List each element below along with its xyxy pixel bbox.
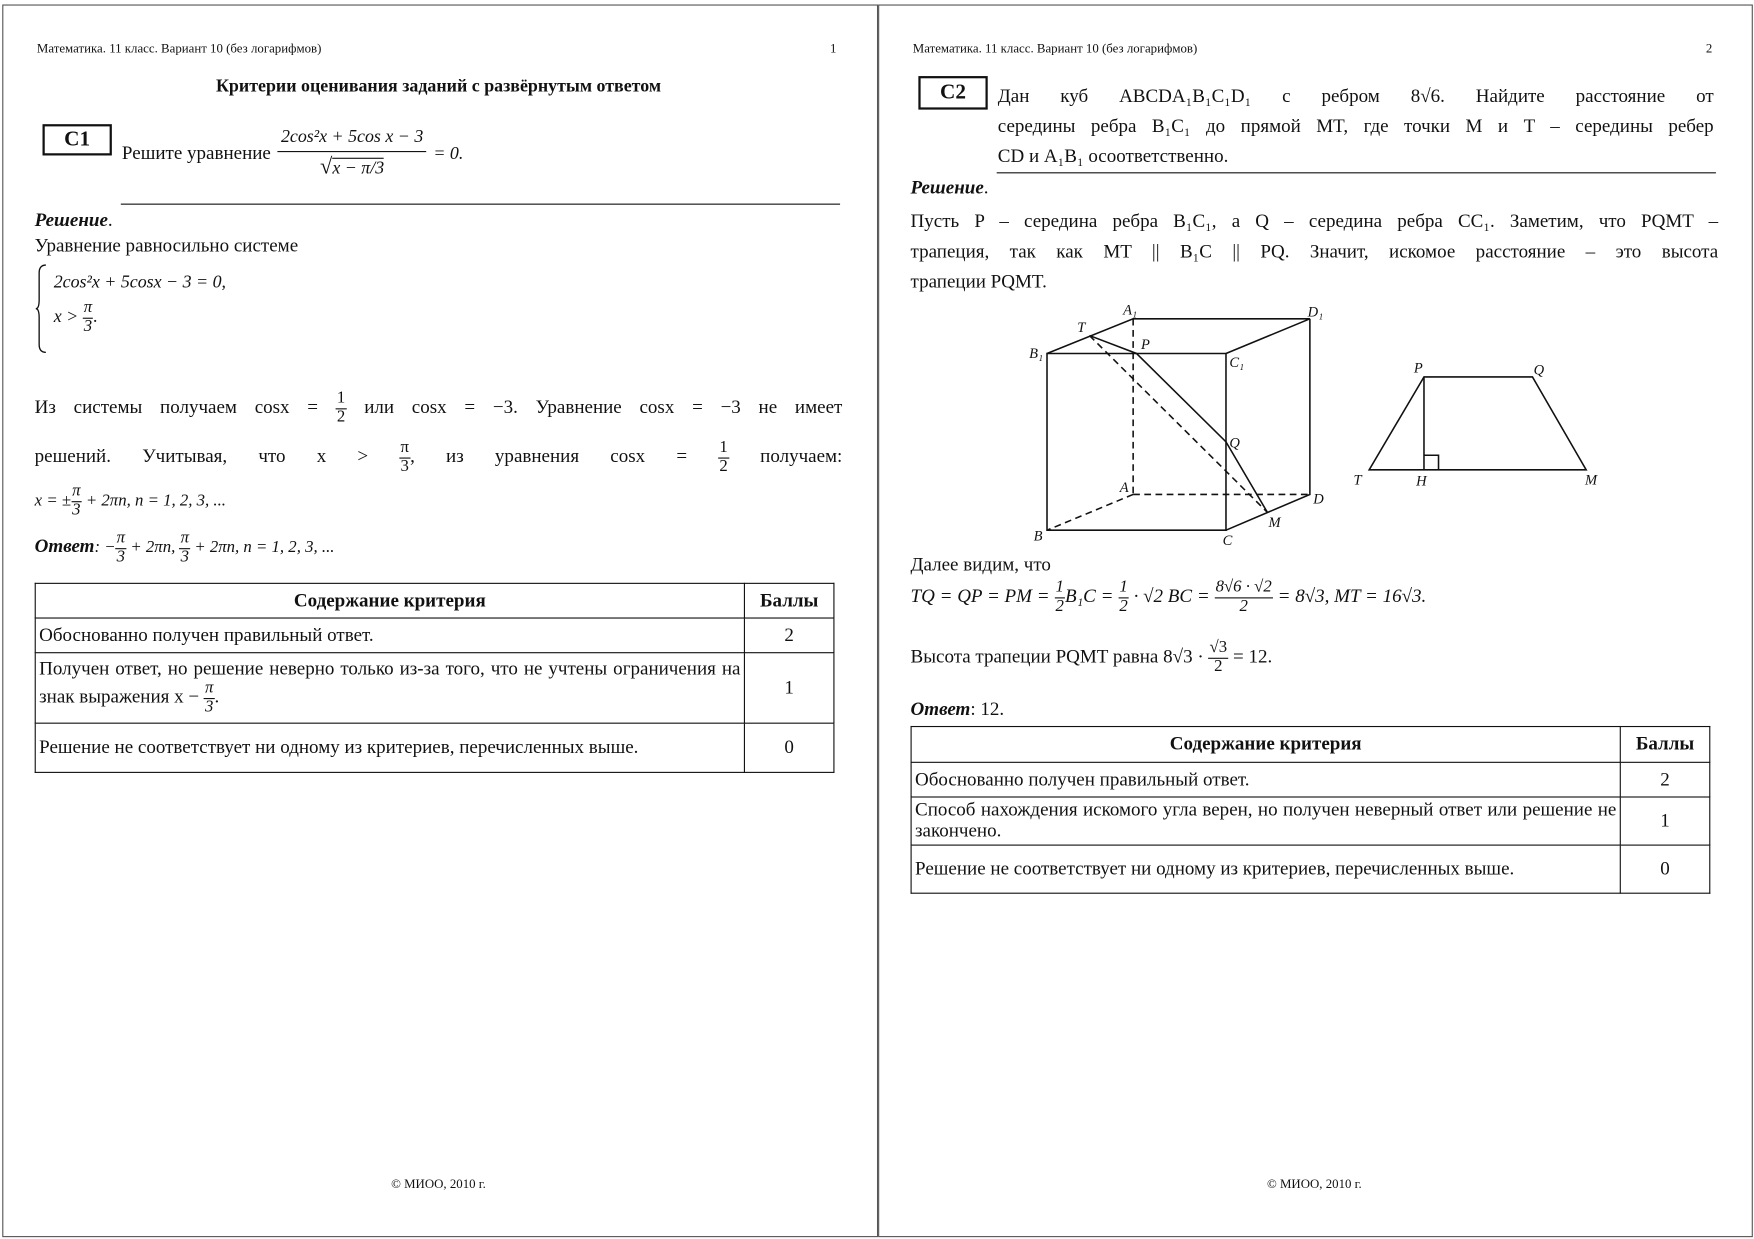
label-b1: B₁ — [1029, 345, 1044, 362]
task-label-c1: C1 — [43, 124, 112, 155]
solution-paragraph-1: Из системы получаем cosx = $\frac{1}{2}$ или cosx = −3. Уравнение cosx = −3 не имеет — [34, 389, 843, 426]
table-row: Решение не соответствует ни одному из критериев, перечисленных выше. 0 — [35, 723, 834, 772]
task-line-1: Дан куб ABCDA₁B₁C₁D₁ с ребром 8√6. Найдите расстояние от — [997, 85, 1714, 107]
criteria-table-c2 — [911, 726, 1711, 894]
table-row: Обоснованно получен правильный ответ. 2 — [911, 762, 1710, 797]
solution-intro: Уравнение равносильно системе — [34, 234, 299, 257]
page-title: Критерии оценивания заданий с развёрнутым ответом — [215, 77, 662, 97]
further-text: Далее видим, что — [910, 553, 1051, 575]
cube-front-face — [1047, 353, 1226, 530]
column-header: Баллы — [744, 583, 833, 618]
page-header: Математика. 11 класс. Вариант 10 (без логарифмов) — [912, 42, 1198, 56]
label-d1: D₁ — [1307, 304, 1324, 321]
cube-top-face — [1047, 319, 1310, 354]
height-statement: Высота трапеции PQMT равна 8√3 · $\frac{√3}{2}$ = 12. — [910, 638, 1273, 676]
table-row: Обоснованно получен правильный ответ. 2 — [35, 618, 834, 653]
label-d: D — [1313, 491, 1324, 508]
trap-label-t: T — [1353, 472, 1362, 489]
table-row: Способ нахождения искомого угла верен, но получен неверный ответ или решение не закончено. 1 — [911, 797, 1710, 845]
label-b: B — [1033, 528, 1043, 545]
right-angle-mark — [1424, 455, 1439, 470]
solution-result: x = ± $\frac{\pi}{3}$ + 2πn, n = 1, 2, 3, ... — [34, 482, 227, 520]
table-row: Получен ответ, но решение неверно только из-за того, что не учтены ограничения на знак выражения x − $\frac{\pi}{3}$ . 1 — [35, 653, 834, 723]
label-t: T — [1077, 320, 1086, 337]
system-line-2: x > $\frac{\pi}{3}$ . — [53, 298, 98, 336]
table-row: Решение не соответствует ни одному из критериев, перечисленных выше. 0 — [911, 845, 1710, 893]
task-label-c2: C2 — [918, 76, 987, 110]
cube-hidden-edges — [1047, 319, 1310, 530]
label-a1: A₁ — [1123, 302, 1138, 319]
equation-denominator: x − π/3 — [332, 158, 385, 178]
cube-figure — [1047, 319, 1310, 530]
trap-label-p: P — [1413, 360, 1423, 377]
document-viewer: Математика. 11 класс. Вариант 10 (без логарифмов) 1 Критерии оценивания заданий с развёрнутым ответом C1 Решите уравнение $\frac{\text{2cos²x + 5cos x − 3}}{√x - \pi/3}$ = 0. Решение. Уравнение равносильно системе 2cos²x + 5cosx − 3 = 0, x > $\frac{\pi}{3}$ . Из системы получаем cosx = $\frac{1}{2}$ или cosx = −3. Уравнение cosx = −3 не имеет решений. Учитывая, что x > $\frac{\pi}{3}$ , из уравнения cosx = $\frac{1}{2}$ получаем: x = ± $\frac{\pi}{3}$ + 2πn, n = 1, 2, 3, ... Ответ: − $\frac{\pi}{3}$ + 2πn, $\frac{\pi}{3}$ + 2πn, n = 1, 2, 3, ... Содержание критерия Баллы Обоснованно получен правильный ответ. 2 Получен ответ, но решение неверно только из-за того, что не учтены ограничения на знак выражения x − $\frac{\pi}{3}$ . 1 Решение не соответствует ни одному из критериев, перечисленных выше. 0 © МИОО, 2010 г. Математика. 11 класс. Вариант 10 (без логарифмов) 2 C2 Дан куб ABCDA₁B₁C₁D₁ с ребром 8√6. Найдите расстояние от середины ребра B₁C₁ до прямой MT, где точки M и T – середины ребер CD и A₁B₁ осоответственно. Решение. Пусть P – середина ребра B₁C₁, а Q – середина ребра CC₁. Заметим, что PQMT – трапеция, так как MT || B₁C || PQ. Значит, искомое расстояние – это высота трапеции PQMT. A₁ D₁ B₁ C₁ T P Q A D B C M P Q T H M Далее видим, что TQ = QP = PM = $\frac{1}{2}$ B₁C = $\frac{1}{2}$ · √2 BC = $\frac{8√6 \cdot √2}{2}$ = 8√3, MT = 16√3. Высота трапеции PQMT равна 8√3 · $\frac{√3}{2}$ = 12. Ответ: 12. Содержание критерия Баллы Обоснованно получен правильный ответ. 2 Способ нахождения искомого угла верен, но получен неверный ответ или решение не закончено. 1 Решение не соответствует ни одному из критериев, перечисленных выше. 0 © МИОО, 2010 г. — [0, 0, 1754, 1238]
label-c: C — [1222, 532, 1233, 549]
length-equation: TQ = QP = PM = $\frac{1}{2}$ B₁C = $\frac{1}{2}$ · √2 BC = $\frac{8√6 \cdot √2}{2}$ = 8√3, MT = 16√3. — [910, 578, 1427, 615]
label-q: Q — [1229, 435, 1240, 452]
solution-label: Решение — [34, 209, 108, 231]
solution-paragraph-2: решений. Учитывая, что x > $\frac{\pi}{3}$ , из уравнения cosx = $\frac{1}{2}$ получаем: — [34, 438, 843, 475]
task-line-3: CD и A₁B₁ осоответственно. — [997, 145, 1229, 167]
system-line-1: 2cos²x + 5cosx − 3 = 0, — [53, 272, 227, 292]
label-a: A — [1119, 480, 1129, 497]
page-footer: © МИОО, 2010 г. — [1266, 1177, 1362, 1192]
task-line-2: середины ребра B₁C₁ до прямой MT, где точки M и T – середины ребер — [997, 115, 1714, 137]
page-header: Математика. 11 класс. Вариант 10 (без логарифмов) — [36, 42, 322, 56]
label-p: P — [1140, 337, 1150, 354]
solution-line-1: Пусть P – середина ребра B₁C₁, а Q – середина ребра CC₁. Заметим, что PQMT – — [910, 210, 1719, 232]
trap-label-h: H — [1416, 473, 1427, 490]
page-footer: © МИОО, 2010 г. — [391, 1177, 486, 1192]
column-header: Баллы — [1620, 727, 1709, 763]
label-m: M — [1268, 514, 1281, 531]
trapezoid-figure — [1369, 377, 1586, 470]
cube-right-edges — [1226, 319, 1310, 530]
trap-label-m: M — [1585, 472, 1598, 489]
sqrt-sign: √ — [320, 154, 333, 179]
answer: Ответ: − $\frac{\pi}{3}$ + 2πn, $\frac{\pi}{3}$ + 2πn, n = 1, 2, 3, ... — [34, 529, 335, 566]
page-number: 1 — [830, 42, 837, 56]
trap-label-q: Q — [1533, 362, 1545, 379]
column-header: Содержание критерия — [35, 583, 744, 618]
column-header: Содержание критерия — [911, 727, 1620, 763]
answer: Ответ: 12. — [910, 698, 1005, 720]
solution-line-3: трапеции PQMT. — [910, 270, 1047, 292]
label-c1: C₁ — [1229, 354, 1245, 371]
page-number: 2 — [1705, 42, 1713, 56]
equation-rhs: = 0. — [433, 143, 464, 163]
solution-line-2: трапеция, так как MT || B₁C || PQ. Значит, искомое расстояние – это высота — [910, 240, 1719, 262]
equation-numerator: 2cos²x + 5cos x − 3 — [278, 128, 427, 153]
task-text: Решите уравнение — [121, 142, 271, 164]
solution-label: Решение — [910, 176, 984, 198]
